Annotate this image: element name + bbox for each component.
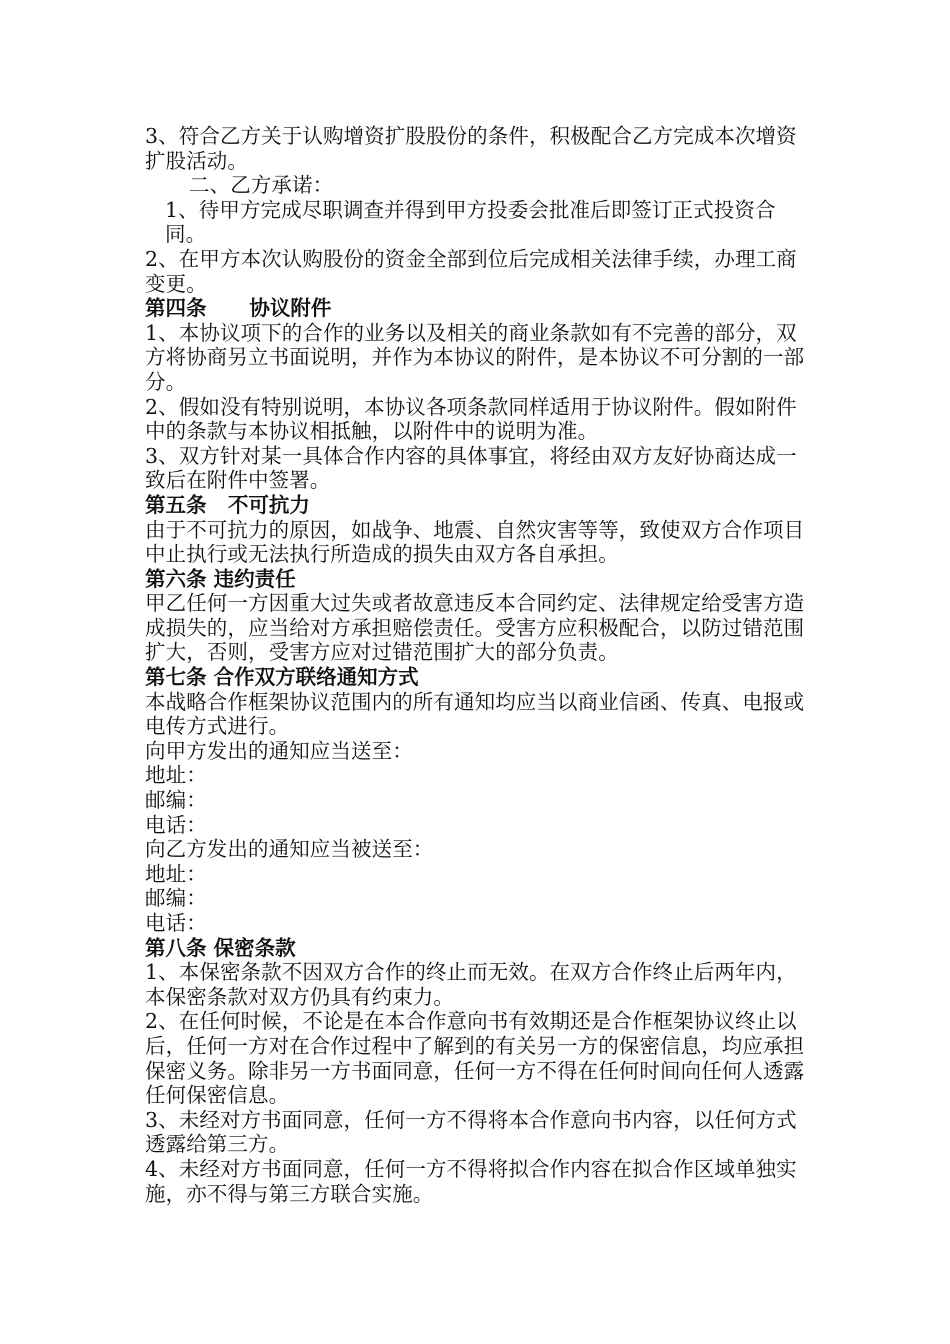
- paragraph-4: 2、在甲方本次认购股份的资金全部到位后完成相关法律手续，办理工商变更。: [145, 246, 797, 296]
- postcode-label-a: 邮编：: [145, 788, 207, 813]
- paragraph-3: 1、待甲方完成尽职调查并得到甲方投委会批准后即签订正式投资合同。: [165, 197, 776, 247]
- paragraph-7: 2、假如没有特别说明，本协议各项条款同样适用于协议附件。假如附件中的条款与本协议相抵触，以附件中的说明为准。: [145, 394, 797, 444]
- address-label-a: 地址：: [145, 763, 207, 788]
- section-heading-6: 第六条 违约责任: [145, 566, 296, 591]
- postcode-label-b: 邮编：: [145, 886, 207, 911]
- paragraph-27: 4、未经对方书面同意，任何一方不得将拟合作内容在拟合作区域单独实施，亦不得与第三方联合实施。: [145, 1156, 797, 1206]
- address-label-b: 地址：: [145, 861, 207, 886]
- paragraph-6: 1、本协议项下的合作的业务以及相关的商业条款如有不完善的部分，双方将协商另立书面说明，并作为本协议的附件，是本协议不可分割的一部分。: [145, 320, 805, 394]
- paragraph-8: 3、双方针对某一具体合作内容的具体事宜，将经由双方友好协商达成一致后在附件中签署。: [145, 443, 797, 493]
- section-heading-4: 第四条 协议附件: [145, 296, 332, 321]
- paragraph-2: 二、乙方承诺：: [189, 173, 334, 198]
- document-page: [145, 124, 815, 1206]
- section-heading-8: 第八条 保密条款: [145, 935, 296, 960]
- paragraph-26: 3、未经对方书面同意，任何一方不得将本合作意向书内容，以任何方式透露给第三方。: [145, 1107, 797, 1157]
- paragraph-24: 1、本保密条款不因双方合作的终止而无效。在双方合作终止后两年内，本保密条款对双方仍具有约束力。: [145, 960, 797, 1009]
- phone-label-a: 电话：: [145, 812, 207, 837]
- paragraph-10: 由于不可抗力的原因，如战争、地震、自然灾害等等，致使双方合作项目中止执行或无法执行所造成的损失由双方各自承担。: [145, 517, 805, 567]
- paragraph-25: 2、在任何时候，不论是在本合作意向书有效期还是合作框架协议终止以后，任何一方对在合作过程中了解到的有关另一方的保密信息，均应承担保密义务。除非另一方书面同意，任何一方不得在任何时间向任何人透露任何保密信息。: [145, 1009, 805, 1108]
- paragraph-14: 本战略合作框架协议范围内的所有通知均应当以商业信函、传真、电报或电传方式进行。: [145, 689, 805, 739]
- paragraph-15: 向甲方发出的通知应当送至：: [145, 738, 413, 763]
- paragraph-1: 3、符合乙方关于认购增资扩股股份的条件，积极配合乙方完成本次增资扩股活动。: [145, 124, 797, 173]
- section-heading-7: 第七条 合作双方联络通知方式: [145, 665, 419, 690]
- section-heading-5: 第五条 不可抗力: [145, 492, 310, 517]
- paragraph-12: 甲乙任何一方因重大过失或者故意违反本合同约定、法律规定给受害方造成损失的，应当给对方承担赔偿责任。受害方应积极配合，以防过错范围扩大，否则，受害方应对过错范围扩大的部分负责。: [145, 591, 805, 665]
- phone-label-b: 电话：: [145, 911, 207, 935]
- paragraph-19: 向乙方发出的通知应当被送至：: [145, 837, 434, 862]
